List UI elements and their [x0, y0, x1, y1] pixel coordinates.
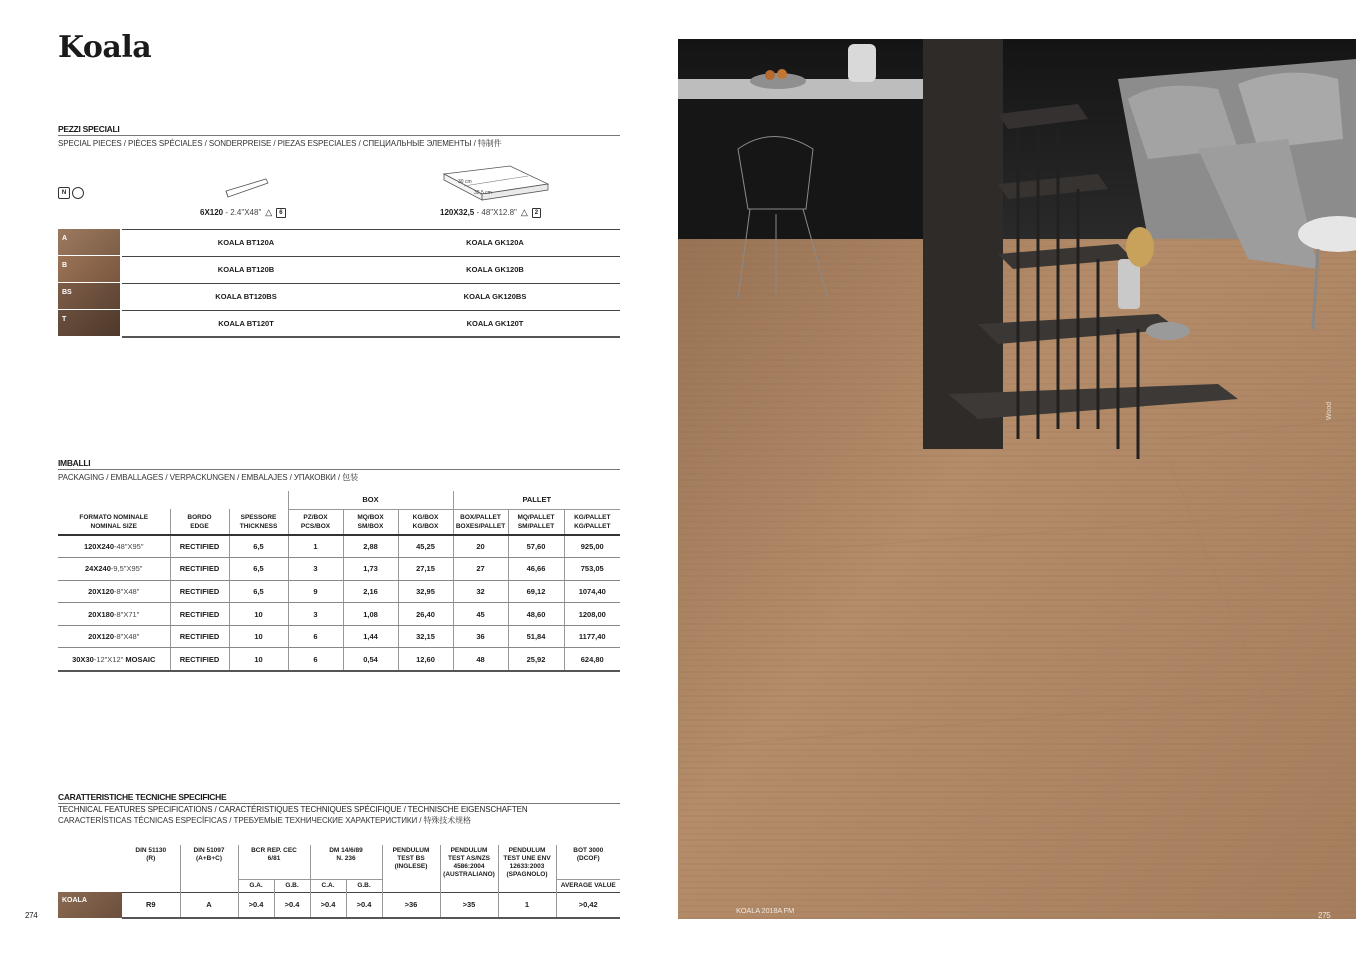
column-header: BORDO EDGE	[170, 509, 229, 535]
column-header: PENDULUM TEST UNE ENV 12633:2003 (SPAGNOLO)	[498, 845, 556, 892]
column-header: KG/BOX KG/BOX	[398, 509, 453, 535]
interior-photo	[678, 39, 1356, 919]
gk-code: KOALA GK120B	[370, 256, 620, 282]
sm-pallet-cell: 57,60	[508, 535, 564, 558]
table-row	[58, 580, 620, 603]
cell: >0.4	[346, 892, 382, 918]
box-pallet-cell: 48	[453, 648, 508, 671]
table-row	[58, 535, 620, 558]
special-row-bs	[58, 283, 620, 309]
column-header: BCR REP. CEC 6/81	[238, 845, 310, 879]
bt-code: KOALA BT120A	[122, 229, 370, 255]
piece-2-size: 120X32,5	[440, 208, 475, 217]
step-label-a: 30 cm	[458, 179, 472, 185]
size-cell: 30X30-12"X12" MOSAIC	[58, 648, 170, 671]
size-cell: 120X240-48"X95"	[58, 535, 170, 558]
sm-box-cell: 2,16	[343, 580, 398, 603]
tech-subheading-2: CARACTERÍSTICAS TÉCNICAS ESPECÍFICAS / ТРЕБУЕМЫЕ ТЕХНИЧЕСКИЕ ХАРАКТЕРИСТИКИ / 特殊技术规格	[58, 816, 471, 825]
column-header: DIN 51097 (A+B+C)	[180, 845, 238, 892]
thickness-cell: 6,5	[229, 580, 288, 603]
thickness-cell: 6,5	[229, 558, 288, 581]
size-cell: 20X120-8"X48"	[58, 625, 170, 648]
n-icon: N	[58, 187, 70, 199]
piece-2-qty: 2	[532, 208, 541, 218]
kg-box-cell: 12,60	[398, 648, 453, 671]
kg-pallet-cell: 1177,40	[564, 625, 620, 648]
special-row-b	[58, 256, 620, 282]
kg-pallet-cell: 753,05	[564, 558, 620, 581]
edge-cell: RECTIFIED	[170, 558, 229, 581]
column-header: PENDULUM TEST AS/NZS 4586:2004 (AUSTRALIANO)	[440, 845, 498, 892]
box-pallet-cell: 45	[453, 603, 508, 626]
color-swatch: BS	[58, 283, 120, 309]
column-header: PZ/BOX PCS/BOX	[288, 509, 343, 535]
thickness-cell: 10	[229, 648, 288, 671]
size-cell: 20X120-8"X48"	[58, 580, 170, 603]
cell: 1	[498, 892, 556, 918]
box-pallet-cell: 20	[453, 535, 508, 558]
sub-header: G.A.	[238, 879, 274, 892]
kg-box-cell: 26,40	[398, 603, 453, 626]
box-pallet-cell: 32	[453, 580, 508, 603]
pcs-cell: 3	[288, 558, 343, 581]
pcs-cell: 6	[288, 648, 343, 671]
sm-pallet-cell: 69,12	[508, 580, 564, 603]
sm-box-cell: 1,44	[343, 625, 398, 648]
pcs-cell: 6	[288, 625, 343, 648]
packaging-heading: IMBALLI	[58, 458, 620, 470]
sub-header: C.A.	[310, 879, 346, 892]
cell: >0.4	[310, 892, 346, 918]
gk-code: KOALA GK120BS	[370, 283, 620, 309]
special-pieces-header	[58, 124, 620, 149]
np-symbols	[58, 187, 84, 199]
column-header: FORMATO NOMINALE NOMINAL SIZE	[58, 509, 170, 535]
sm-pallet-cell: 51,84	[508, 625, 564, 648]
bt-code: KOALA BT120T	[122, 310, 370, 336]
size-cell: 20X180-8"X71"	[58, 603, 170, 626]
sub-header: AVERAGE VALUE	[556, 879, 620, 892]
pcs-cell: 9	[288, 580, 343, 603]
tech-subheading-1: TECHNICAL FEATURES SPECIFICATIONS / CARACTÉRISTIQUES TECHNIQUES SPÉCIFIQUE / TECHNISCHE EIGENSCHAFTEN	[58, 805, 528, 814]
tech-header	[58, 792, 620, 826]
piece-2-dims: - 48"X12.8"	[476, 208, 517, 217]
piece-1-dims: - 2.4"X48"	[225, 208, 262, 217]
column-header: MQ/PALLET SM/PALLET	[508, 509, 564, 535]
kg-box-cell: 32,15	[398, 625, 453, 648]
sub-header: G.B.	[274, 879, 310, 892]
kg-pallet-cell: 925,00	[564, 535, 620, 558]
column-header: BOX/PALLET BOXES/PALLET	[453, 509, 508, 535]
edge-cell: RECTIFIED	[170, 603, 229, 626]
column-header: DIN 51130 (R)	[135, 847, 167, 862]
page-number-right: 275	[1318, 911, 1331, 920]
cell: R9	[122, 892, 180, 918]
cell: A	[180, 892, 238, 918]
kg-box-cell: 32,95	[398, 580, 453, 603]
table-row	[58, 625, 620, 648]
sub-header: G.B.	[346, 879, 382, 892]
thickness-cell: 10	[229, 625, 288, 648]
thickness-cell: 10	[229, 603, 288, 626]
edge-cell: RECTIFIED	[170, 625, 229, 648]
sm-box-cell: 2,88	[343, 535, 398, 558]
sm-box-cell: 1,08	[343, 603, 398, 626]
pcs-cell: 3	[288, 603, 343, 626]
special-row-a	[58, 229, 620, 255]
divider	[122, 336, 620, 338]
step-label-b: 32,5 cm	[474, 190, 492, 196]
thickness-cell: 6,5	[229, 535, 288, 558]
tech-heading: CARATTERISTICHE TECNICHE SPECIFICHE	[58, 792, 620, 804]
special-row-t	[58, 310, 620, 336]
packaging-table	[58, 491, 620, 672]
cell: >0.4	[238, 892, 274, 918]
sm-box-cell: 1,73	[343, 558, 398, 581]
column-header: BOT 3000 (DCOF)	[556, 845, 620, 879]
cell: >36	[382, 892, 440, 918]
kg-box-cell: 27,15	[398, 558, 453, 581]
sm-pallet-cell: 48,60	[508, 603, 564, 626]
step-piece-icon	[440, 164, 552, 206]
color-swatch: A	[58, 229, 120, 255]
special-pieces-subheading: SPECIAL PIECES / PIÈCES SPÉCIALES / SONDERPREISE / PIEZAS ESPECIALES / СПЕЦИАЛЬНЫЕ ЭЛЕМЕНТЫ / 特制件	[58, 139, 502, 148]
column-header: KG/PALLET KG/PALLET	[564, 509, 620, 535]
kg-pallet-cell: 1074,40	[564, 580, 620, 603]
color-swatch: T	[58, 310, 120, 336]
page-title: Koala	[58, 30, 152, 65]
special-pieces-heading: PEZZI SPECIALI	[58, 124, 620, 136]
bt-code: KOALA BT120BS	[122, 283, 370, 309]
table-row	[58, 603, 620, 626]
packaging-subheading: PACKAGING / EMBALLAGES / VERPACKUNGEN / EMBALAJES / УПАКОВКИ / 包装	[58, 473, 358, 482]
kg-pallet-cell: 1208,00	[564, 603, 620, 626]
triangle-icon: △	[520, 207, 528, 217]
piece-1-label	[200, 207, 286, 218]
size-cell: 24X240-9,5"X95"	[58, 558, 170, 581]
sm-box-cell: 0,54	[343, 648, 398, 671]
color-swatch: B	[58, 256, 120, 282]
piece-2-label	[440, 207, 541, 218]
cell: >0,42	[556, 892, 620, 918]
triangle-icon: △	[265, 207, 273, 217]
column-header: MQ/BOX SM/BOX	[343, 509, 398, 535]
photo-side-label: Wood	[1326, 401, 1333, 420]
tech-table	[58, 845, 620, 919]
edge-cell: RECTIFIED	[170, 580, 229, 603]
photo-caption: KOALA 2018A FM	[736, 906, 795, 915]
cell: >35	[440, 892, 498, 918]
koala-swatch: KOALA	[58, 892, 122, 918]
column-header: SPESSORE THICKNESS	[229, 509, 288, 535]
circle-icon	[72, 187, 84, 199]
edge-cell: RECTIFIED	[170, 648, 229, 671]
kg-box-cell: 45,25	[398, 535, 453, 558]
table-row	[58, 648, 620, 671]
box-pallet-cell: 36	[453, 625, 508, 648]
box-pallet-cell: 27	[453, 558, 508, 581]
box-group-header: BOX	[288, 491, 453, 509]
cell: >0.4	[274, 892, 310, 918]
edge-cell: RECTIFIED	[170, 535, 229, 558]
column-header: DM 14/6/89 N. 236	[310, 845, 382, 879]
piece-1-qty: 6	[276, 208, 285, 218]
piece-1-size: 6X120	[200, 208, 224, 217]
packaging-header	[58, 458, 620, 483]
column-header: PENDULUM TEST BS (INGLESE)	[382, 845, 440, 892]
sm-pallet-cell: 25,92	[508, 648, 564, 671]
pcs-cell: 1	[288, 535, 343, 558]
gk-code: KOALA GK120A	[370, 229, 620, 255]
page-number-left: 274	[25, 911, 38, 920]
table-row	[58, 558, 620, 581]
kg-pallet-cell: 624,80	[564, 648, 620, 671]
skirting-piece-icon	[222, 175, 272, 201]
pallet-group-header: PALLET	[453, 491, 620, 509]
gk-code: KOALA GK120T	[370, 310, 620, 336]
bt-code: KOALA BT120B	[122, 256, 370, 282]
sm-pallet-cell: 46,66	[508, 558, 564, 581]
